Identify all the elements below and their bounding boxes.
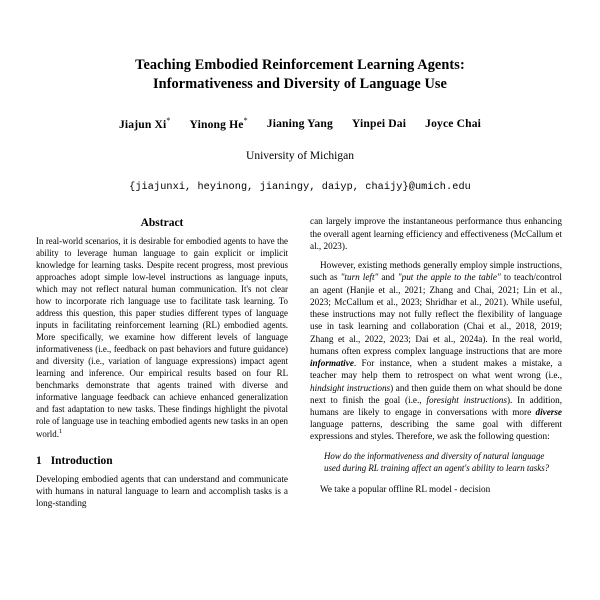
- author-2-sup: *: [243, 115, 248, 125]
- intro-paragraph-1: Developing embodied agents that can understand and communicate with humans in natural language to learn and accomplish tasks is a long-standing: [36, 473, 288, 509]
- abstract-heading: Abstract: [140, 217, 184, 230]
- title-block: [0, 0, 600, 193]
- abstract-text: In real-world scenarios, it is desirable for embodied agents to have the ability to leverage human language to gain explicit or implicit knowledge for learning tasks. Despite recent progress, most previous approaches adopt simple low-level instructions as language inputs, which may not reflect natural human communication. It's not clear how to incorporate rich language use to facilitate task learning. To address this question, this paper studies different types of language inputs in facilitating reinforcement learning (RL) embodied agents. More specifically, we examine how different levels of language informativeness (i.e., feedback on past behaviors and future guidance) and diversity (i.e., variation of language expressions) impact agent learning and inference. Our empirical results based on four RL benchmarks demonstrate that agents trained with diverse and informative language feedback can achieve enhanced generalization and fast adaptation to new tasks. These findings highlight the pivotal role of language use in teaching embodied agents new tasks in an open world.$^1$: [36, 236, 288, 439]
- author-4: Yinpei Dai: [351, 117, 407, 131]
- title-line-2: Informativeness and Diversity of Language Use: [152, 76, 447, 93]
- section-number: 1: [36, 454, 42, 467]
- author-1: Jiajun Xi*: [118, 115, 171, 131]
- author-list: [70, 116, 530, 131]
- emph-foresight-instructions: foresight instructions: [426, 394, 507, 405]
- author-2: Yinong He*: [189, 115, 248, 131]
- abstract-footnote-marker: 1: [58, 427, 63, 435]
- right-paragraph-2: However, existing methods generally employ simple instructions, such as "turn left" and "put the apple to the table" to teach/control an agent (Hanjie et al., 2021; Zhang and Chai, 2021; Lin et al., 2023; McCallum et al., 2023; Shridhar et al., 2021). While useful, these instructions may not fully reflect the flexibility of language use in task learning and collaboration (Chai et al., 2018, 2019; Zhang et al., 2022, 2023; Dai et al., 2024a). In the real world, humans often express complex language instructions that are more informative. For instance, when a student makes a mistake, a teacher may help them to retrospect on what went wrong (i.e., hindsight instructions) and then guide them on what should be done next to finish the goal (i.e., foresight instructions). In addition, humans are likely to engage in conversations with more diverse language patterns, describing the same goal with different expressions and styles. Therefore, we ask the following question:: [310, 260, 563, 442]
- quote-turn-left: "turn left": [340, 272, 379, 283]
- page-title: [70, 56, 530, 95]
- quote-put-apple: "put the apple to the table": [397, 272, 501, 283]
- right-paragraph-3: We take a popular offline RL model - decision: [320, 483, 491, 494]
- section-title: Introduction: [50, 454, 113, 467]
- author-5: Joyce Chai: [425, 117, 482, 131]
- contact-emails: {jiajunxi, heyinong, jianingy, daiyp, chaijy}@umich.edu: [129, 182, 471, 194]
- emph-diverse: diverse: [535, 406, 562, 417]
- left-column: [36, 215, 288, 509]
- two-column-body: [0, 215, 600, 509]
- emph-informative: informative: [310, 358, 354, 369]
- title-line-1: Teaching Embodied Reinforcement Learning Agents:: [135, 57, 465, 73]
- author-1-sup: *: [166, 115, 171, 125]
- right-column: [310, 215, 562, 509]
- section-introduction-heading: [36, 455, 288, 467]
- right-paragraph-1: can largely improve the instantaneous performance thus enhancing the overall agent learning efficiency and effectiveness (McCallum et al., 2023).: [310, 216, 562, 251]
- affiliation: University of Michigan: [246, 150, 354, 163]
- emph-hindsight-instructions: hindsight instructions: [310, 382, 391, 393]
- research-question: How do the informativeness and diversity of natural language used during RL training affect an agent's ability to learn tasks?: [324, 450, 550, 473]
- author-3: Jianing Yang: [266, 117, 333, 131]
